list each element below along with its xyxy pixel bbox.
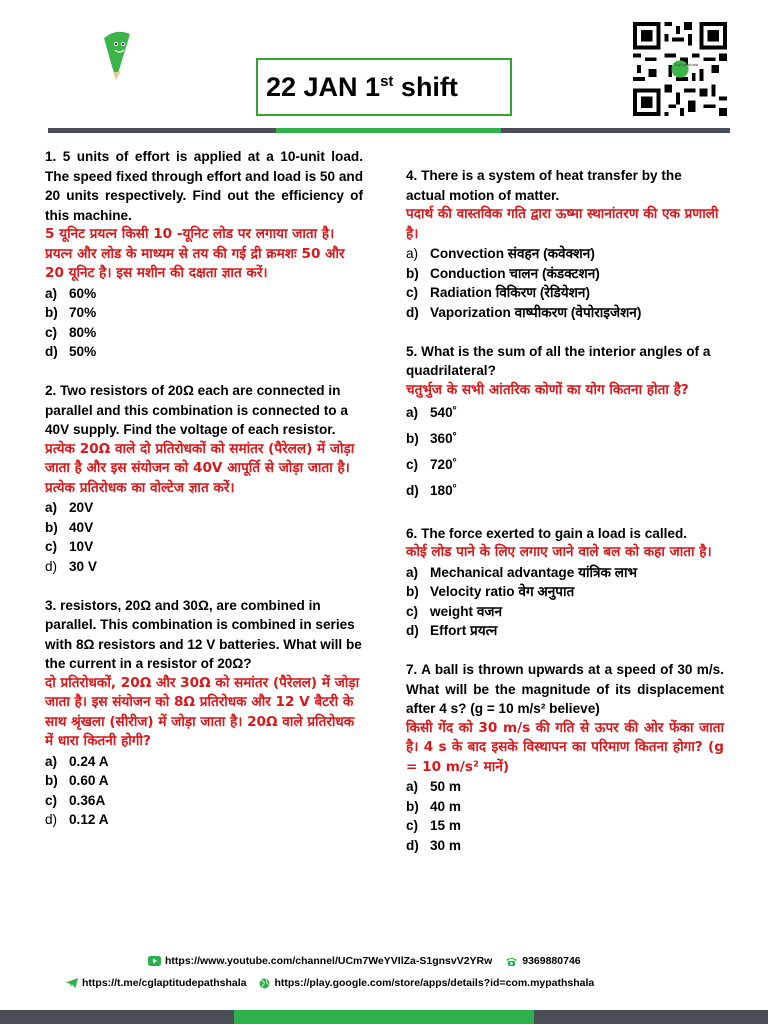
question-text-en: 3. resistors, 20Ω and 30Ω, are combined in parallel. This combination is combined in series with 8Ω resistors and 12 V batteries. What will be the current in a resistor of 20Ω?: [45, 597, 362, 671]
option[interactable]: c) 80%: [45, 324, 97, 340]
question-text-hi: किसी गेंद को 30 m/s की गति से ऊपर की ओर फेंका जाता है। 4 s के बाद इसके विस्थापन का परिमाण कितना होगा? (g = 10 m/s² मानें): [406, 719, 724, 775]
right-column: [406, 166, 724, 855]
option[interactable]: b) 70%: [45, 305, 97, 320]
question-3: [45, 596, 363, 830]
question-4: [406, 166, 724, 322]
option[interactable]: d) 0.12 A: [45, 812, 109, 827]
playstore-link[interactable]: https://play.google.com/store/apps/details?id=com.mypathshala: [274, 977, 595, 989]
question-5: [406, 342, 724, 505]
option[interactable]: d) Effort प्रयत्न: [406, 623, 498, 638]
option[interactable]: a) Convection संवहन (कवेक्शन): [406, 246, 595, 261]
qr-label: MyPathshala: [675, 62, 699, 67]
option[interactable]: d) 50%: [45, 344, 97, 359]
question-2: [45, 381, 363, 576]
header-divider: [48, 128, 730, 133]
pencil-leaf-logo: [96, 28, 136, 88]
option[interactable]: c) weight वजन: [406, 603, 503, 619]
question-text-hi: प्रत्येक 20Ω वाले दो प्रतिरोधकों को समांतर (पैरेलल) में जोड़ा जाता है और इस संयोजन को 40V आपूर्ति से जोड़ा जाता है। प्रत्येक प्रतिरोधक का वोल्टेज ज्ञात करें।: [45, 440, 355, 496]
question-text-hi: 5 यूनिट प्रयत्न किसी 10 -यूनिट लोड पर लगाया जाता है। प्रयत्न और लोड के माध्यम से तय की गई द्री क्रमशः 50 और 20 यूनिट है। इस मशीन की दक्षता ज्ञात करें।: [45, 226, 345, 281]
telegram-link[interactable]: https://t.me/cglaptitudepathshala: [82, 977, 247, 989]
option[interactable]: b) 40V: [45, 519, 94, 535]
question-1: [45, 147, 363, 362]
question-text-en: 5. What is the sum of all the interior angles of a quadrilateral?: [406, 343, 711, 378]
telegram-icon: [66, 978, 78, 988]
option[interactable]: b) 40 m: [406, 798, 461, 814]
option[interactable]: c) 720˚: [406, 457, 458, 472]
option[interactable]: a) Mechanical advantage यांत्रिक लाभ: [406, 564, 638, 580]
question-text-en: 7. A ball is thrown upwards at a speed of 30 m/s. What will be the magnitude of its displacement after 4 s? (g = 10 m/s² believe): [406, 662, 724, 716]
phone-icon: [505, 956, 518, 967]
youtube-icon: [148, 956, 161, 966]
question-text-en: 4. There is a system of heat transfer by the actual motion of matter.: [406, 168, 682, 203]
question-text-en: 6. The force exerted to gain a load is called.: [406, 525, 688, 541]
option[interactable]: c) 15 m: [406, 818, 461, 833]
option[interactable]: b) Velocity ratio वेग अनुपात: [406, 584, 575, 599]
left-column: [45, 147, 363, 830]
option[interactable]: c) 0.36A: [45, 792, 106, 808]
qr-code-icon[interactable]: [632, 22, 728, 116]
globe-icon: [259, 978, 270, 989]
footer-row-2: [66, 977, 594, 989]
option[interactable]: d) 30 m: [406, 837, 461, 853]
option[interactable]: a) 60%: [45, 285, 97, 301]
option[interactable]: d) Vaporization वाष्पीकरण (वेपोराइजेशन): [406, 304, 642, 320]
option[interactable]: a) 50 m: [406, 779, 461, 794]
title-box: [256, 58, 512, 116]
footer-row-1: [148, 955, 581, 967]
option[interactable]: a) 20V: [45, 500, 94, 515]
question-text-hi: दो प्रतिरोधकों, 20Ω और 30Ω को समांतर (पैरेलल) में जोड़ा जाता है। इस संयोजन को 8Ω प्रतिरोधक और 12 V बैटरी के साथ श्रृंखला (सीरीज) में जोड़ा जाता है। 20Ω वाले प्रतिरोधक में धारा कितनी होगी?: [45, 674, 360, 749]
option[interactable]: c) 10V: [45, 539, 94, 554]
question-7: [406, 660, 724, 855]
option[interactable]: d) 30 V: [45, 558, 97, 574]
question-text-en: 1. 5 units of effort is applied at a 10-unit load. The speed fixed through effort and load is 50 and 20 units respectively. Find out the efficiency of this machine.: [45, 149, 363, 223]
page-title: 22 JAN 1st shift: [266, 71, 458, 102]
option[interactable]: b) 0.60 A: [45, 773, 109, 788]
option[interactable]: c) Radiation विकिरण (रेडियेशन): [406, 285, 590, 300]
youtube-link[interactable]: https://www.youtube.com/channel/UCm7WeYVIlZa-S1gnsvV2YRw: [165, 955, 493, 967]
option[interactable]: d) 180˚: [406, 483, 458, 498]
question-6: [406, 524, 724, 641]
option[interactable]: a) 540˚: [406, 405, 458, 420]
option[interactable]: b) 360˚: [406, 431, 458, 446]
footer-bar: [0, 1010, 768, 1024]
question-text-hi: कोई लोड पाने के लिए लगाए जाने वाले बल को कहा जाता है।: [406, 544, 712, 560]
question-text-hi: पदार्थ की वास्तविक गति द्वारा ऊष्मा स्थानांतरण की एक प्रणाली है।: [406, 206, 719, 242]
phone-number[interactable]: 9369880746: [522, 955, 581, 967]
option[interactable]: a) 0.24 A: [45, 753, 109, 769]
option[interactable]: b) Conduction चालन (कंडक्टशन): [406, 265, 600, 281]
question-text-hi: चतुर्भुज के सभी आंतरिक कोणों का योग कितना होता है?: [406, 381, 689, 398]
question-text-en: 2. Two resistors of 20Ω each are connected in parallel and this combination is connected to a 40V supply. Find the voltage of each resistor.: [45, 383, 348, 437]
